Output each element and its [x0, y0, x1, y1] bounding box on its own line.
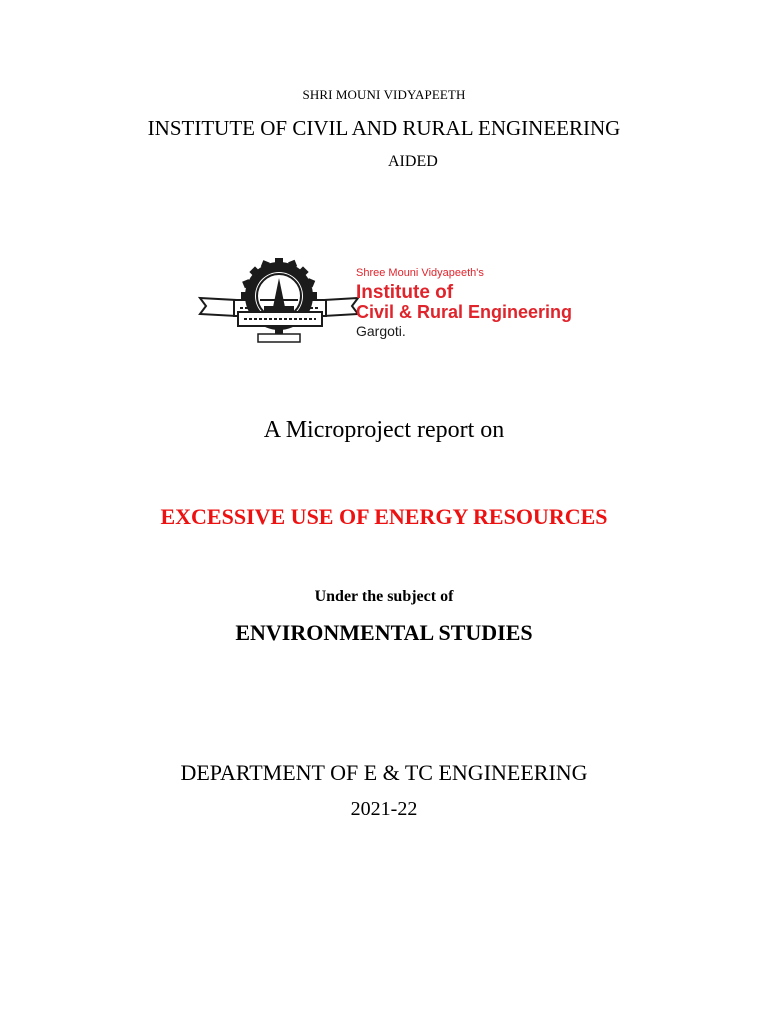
institute-logo [198, 258, 600, 348]
gear-emblem-icon [200, 258, 358, 342]
subject-name: ENVIRONMENTAL STUDIES [235, 620, 533, 645]
report-title: EXCESSIVE USE OF ENERGY RESOURCES [160, 504, 608, 529]
society-name: SHRI MOUNI VIDYAPEETH [302, 87, 466, 102]
logo-name-text: Civil & Rural Engineering [356, 302, 573, 322]
logo-place-text: Gargoti. [356, 323, 406, 339]
academic-year: 2021-22 [350, 798, 418, 820]
institute-name: INSTITUTE OF CIVIL AND RURAL ENGINEERING [147, 116, 621, 140]
logo-institute-text: Institute of [356, 282, 454, 303]
logo-society-text: Shree Mouni Vidyapeeth's [356, 267, 484, 279]
department-name: DEPARTMENT OF E & TC ENGINEERING [180, 760, 588, 785]
subject-label: Under the subject of [314, 588, 454, 605]
report-intro: A Microproject report on [263, 417, 505, 443]
aided-status: AIDED [388, 153, 438, 170]
